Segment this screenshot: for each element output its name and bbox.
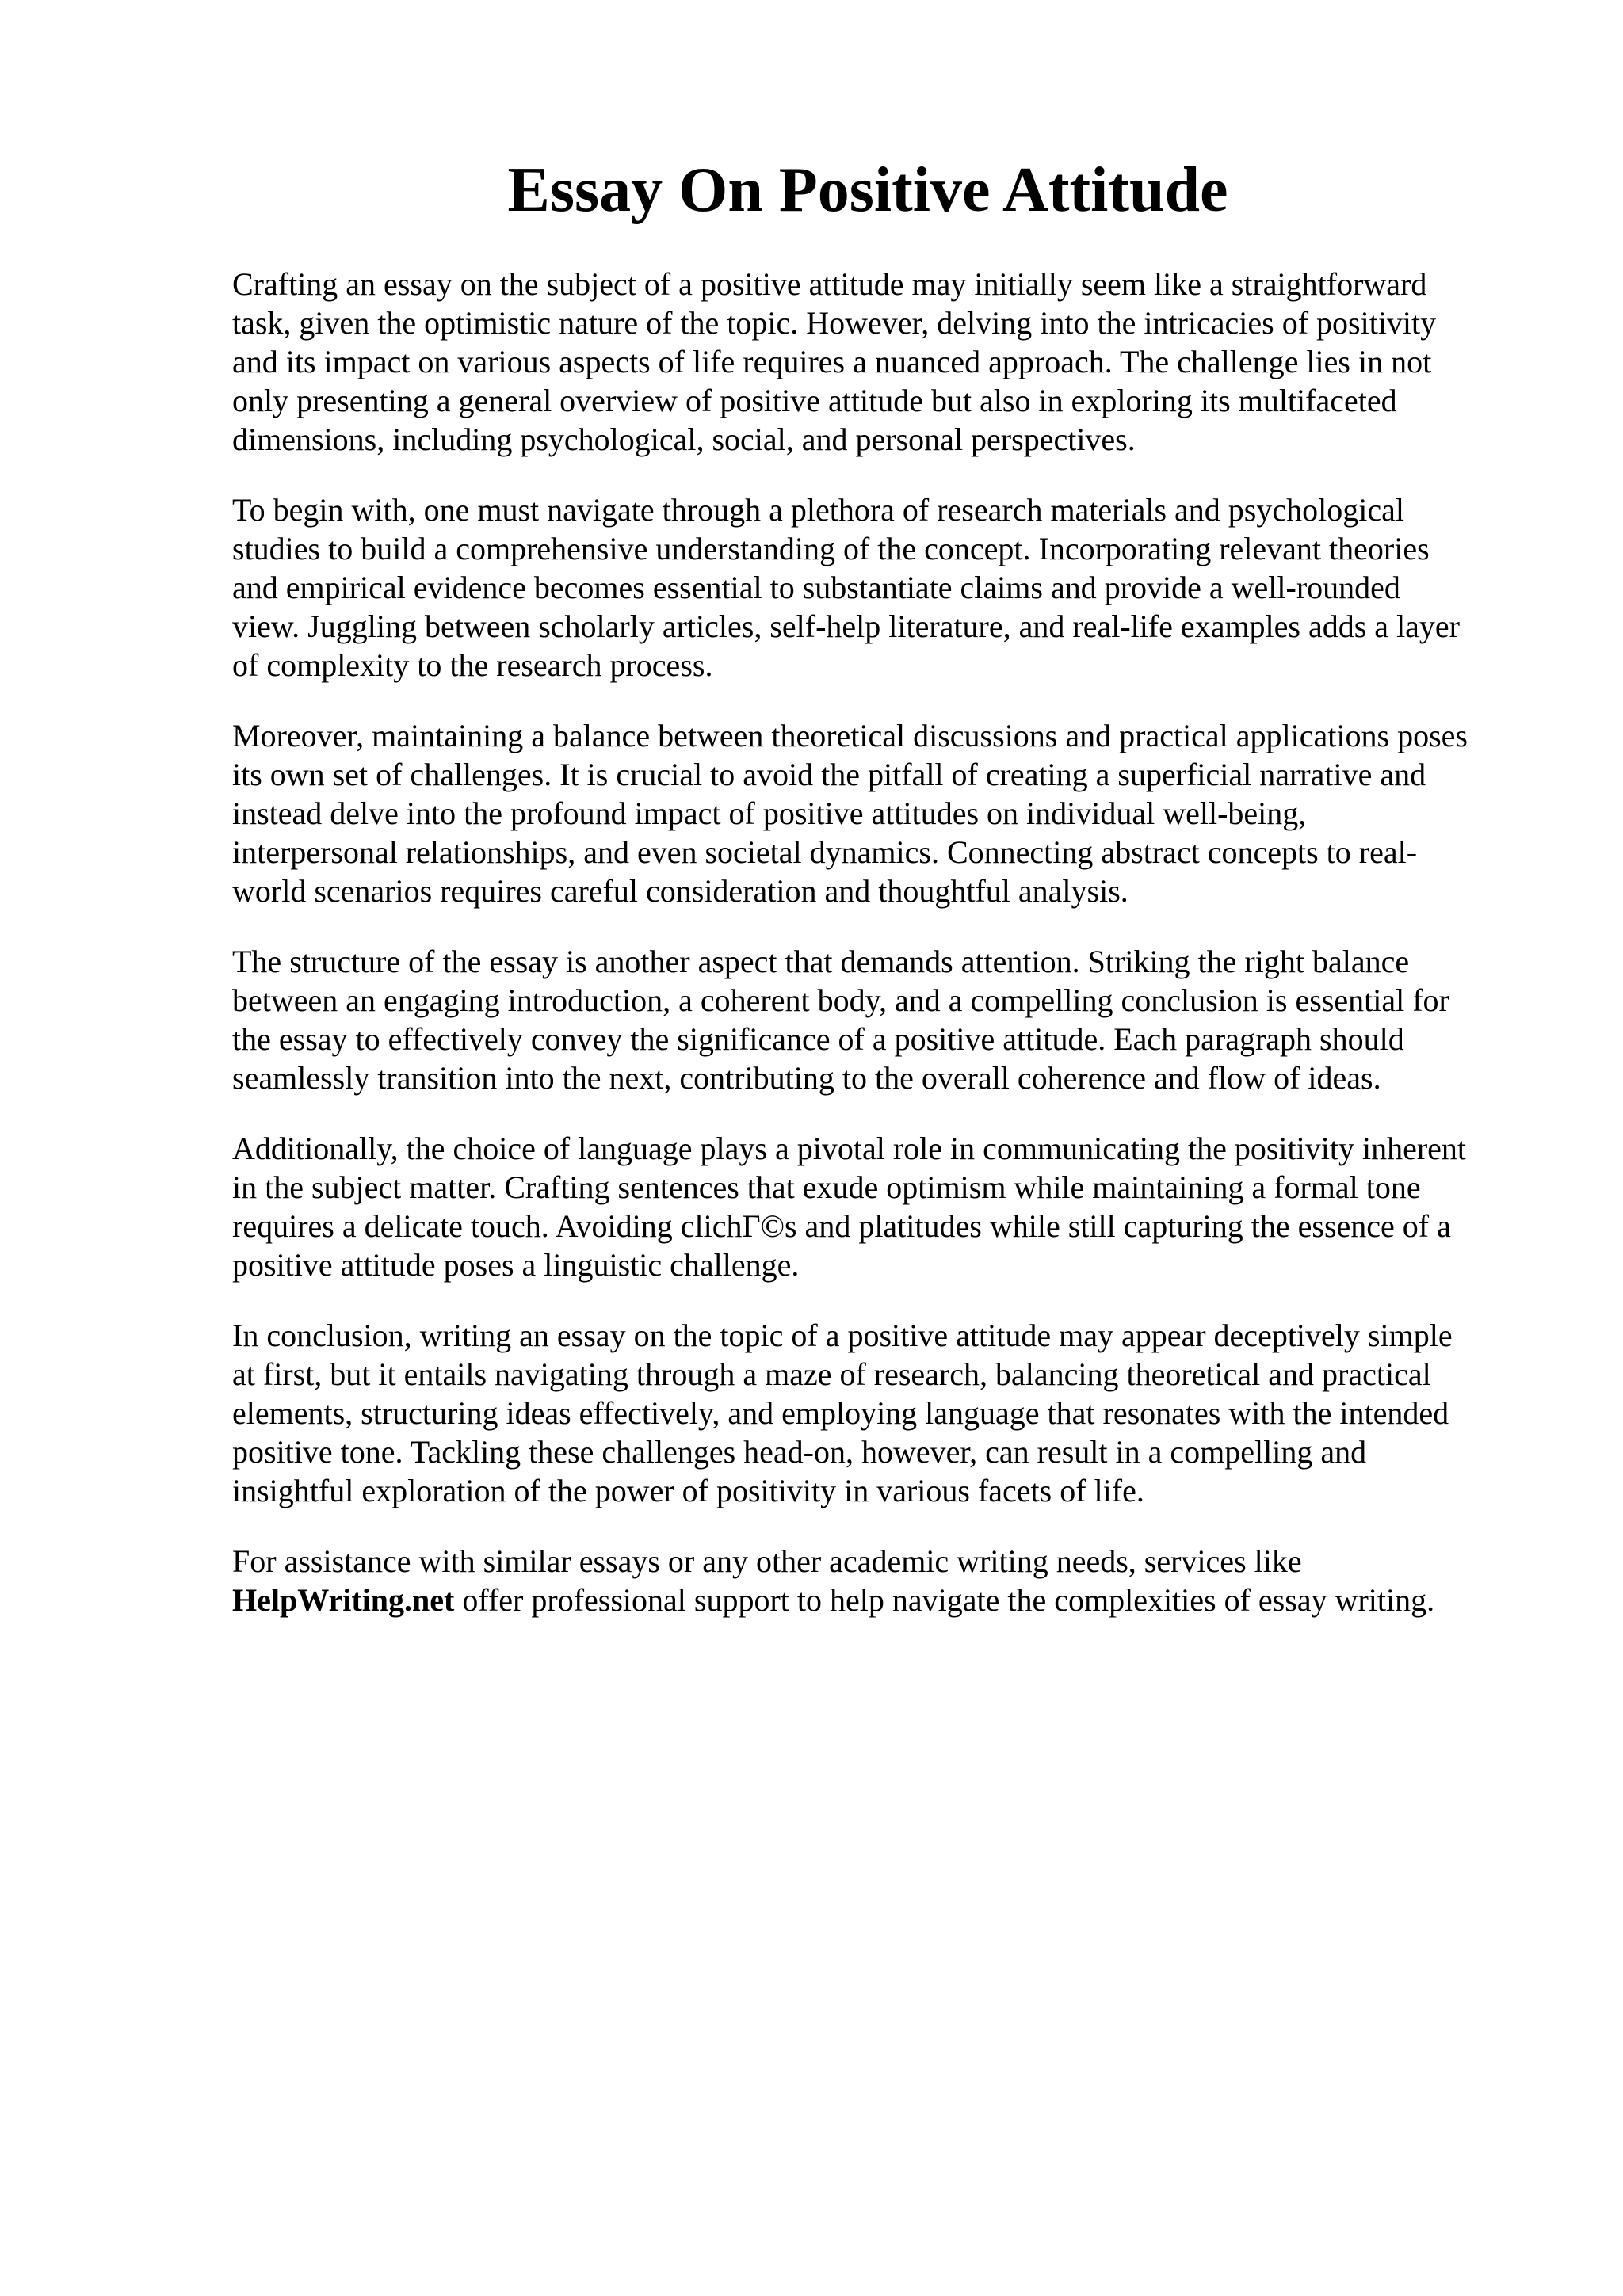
text-line: In conclusion, writing an essay on the topic of a positive attitude may appear deceptively simple [232, 1318, 1453, 1353]
closing-line-2 [232, 1581, 1524, 1619]
text-line: between an engaging introduction, a coherent body, and a compelling conclusion is essential for [232, 982, 1449, 1018]
paragraph-1 [232, 265, 1524, 459]
text-line: world scenarios requires careful consideration and thoughtful analysis. [232, 873, 1128, 909]
text-line: and its impact on various aspects of life requires a nuanced approach. The challenge lies in not [232, 344, 1432, 379]
text-line: studies to build a comprehensive understanding of the concept. Incorporating relevant theories [232, 531, 1430, 566]
text-line: positive attitude poses a linguistic challenge. [232, 1247, 800, 1283]
brand-name: HelpWriting.net [232, 1582, 455, 1618]
text-line: the essay to effectively convey the significance of a positive attitude. Each paragraph should [232, 1021, 1404, 1057]
text-line: in the subject matter. Crafting sentences that exude optimism while maintaining a formal tone [232, 1169, 1421, 1205]
text-line: only presenting a general overview of positive attitude but also in exploring its multifaceted [232, 383, 1397, 418]
text-line: Crafting an essay on the subject of a positive attitude may initially seem like a straightforward [232, 266, 1427, 302]
text-line: For assistance with similar essays or any other academic writing needs, services like [232, 1543, 1302, 1579]
paragraph-5 [232, 1129, 1524, 1284]
paragraph-2 [232, 490, 1524, 685]
text-line: To begin with, one must navigate through a plethora of research materials and psychological [232, 492, 1404, 528]
text-line: dimensions, including psychological, social, and personal perspectives. [232, 421, 1136, 457]
text-line: Moreover, maintaining a balance between theoretical discussions and practical applications poses [232, 718, 1468, 753]
text-line: requires a delicate touch. Avoiding clichΓ©s and platitudes while still capturing the essence of a [232, 1208, 1451, 1244]
text-line: its own set of challenges. It is crucial to avoid the pitfall of creating a superficial narrative and [232, 757, 1426, 792]
paragraph-4 [232, 942, 1524, 1097]
text-line: elements, structuring ideas effectively, and employing language that resonates with the intended [232, 1395, 1449, 1431]
text-line: at first, but it entails navigating through a maze of research, balancing theoretical and practical [232, 1356, 1431, 1392]
paragraph-3 [232, 716, 1524, 910]
essay-body [232, 265, 1524, 1651]
paragraph-6 [232, 1316, 1524, 1510]
text-line: seamlessly transition into the next, contributing to the overall coherence and flow of ideas. [232, 1060, 1381, 1096]
text-line: insightful exploration of the power of positivity in various facets of life. [232, 1473, 1144, 1508]
closing-line-2-text: offer professional support to help navigate the complexities of essay writing. [454, 1582, 1435, 1618]
text-line: positive tone. Tackling these challenges head-on, however, can result in a compelling and [232, 1434, 1367, 1470]
text-line: The structure of the essay is another aspect that demands attention. Striking the right balance [232, 944, 1410, 979]
text-line: Additionally, the choice of language plays a pivotal role in communicating the positivity inherent [232, 1131, 1467, 1166]
closing-paragraph [232, 1542, 1524, 1619]
text-line: and empirical evidence becomes essential to substantiate claims and provide a well-rounded [232, 570, 1400, 605]
text-line: instead delve into the profound impact of positive attitudes on individual well-being, [232, 795, 1307, 831]
text-line: view. Juggling between scholarly articles, self-help literature, and real-life examples adds a layer [232, 608, 1461, 644]
text-line: task, given the optimistic nature of the topic. However, delving into the intricacies of positivity [232, 305, 1437, 341]
text-line: of complexity to the research process. [232, 647, 713, 683]
text-line: interpersonal relationships, and even societal dynamics. Connecting abstract concepts to real- [232, 834, 1418, 870]
page-title: Essay On Positive Attitude [507, 155, 1228, 225]
